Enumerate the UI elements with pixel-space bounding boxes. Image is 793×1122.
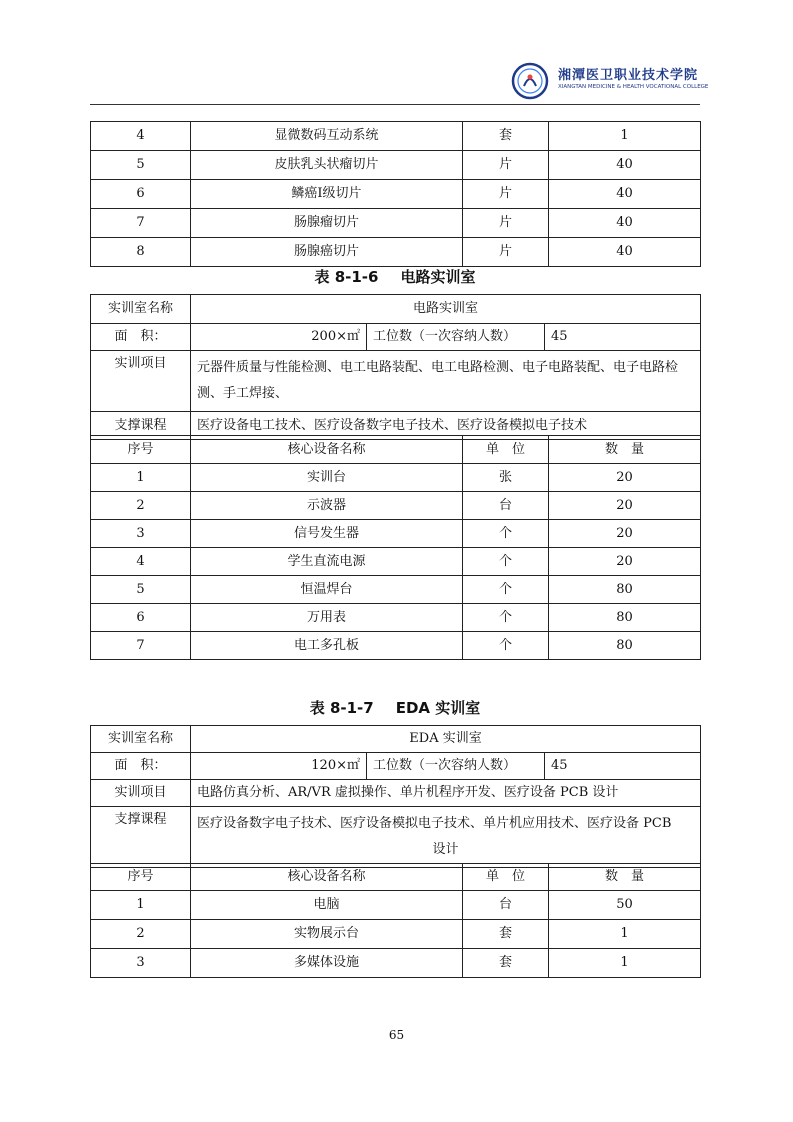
course-value-line1: 医疗设备数字电子技术、医疗设备模拟电子技术、单片机应用技术、医疗设备 PCB [197, 816, 672, 831]
area-label: 面 积： [91, 753, 191, 780]
top-table-body [91, 122, 701, 267]
row-number: 1 [91, 891, 191, 920]
equipment-name: 皮肤乳头状瘤切片 [191, 151, 463, 180]
equipment-name: 示波器 [191, 492, 463, 520]
page-number: 65 [388, 1028, 405, 1042]
area-value [191, 324, 367, 351]
row-number: 3 [91, 520, 191, 548]
row-number: 7 [91, 632, 191, 660]
row-number: 5 [91, 151, 191, 180]
project-label: 实训项目 [91, 351, 191, 412]
table2-caption-number: 表 8-1-7 [309, 699, 374, 717]
table1-equipment [90, 435, 701, 660]
college-logo [510, 62, 709, 100]
row-number: 6 [91, 180, 191, 209]
equipment-name: 肠腺癌切片 [191, 238, 463, 267]
table-row [91, 949, 701, 978]
table-row [91, 632, 701, 660]
quantity: 20 [549, 520, 701, 548]
room-name-value: 电路实训室 [191, 295, 701, 324]
table2-caption [90, 697, 700, 718]
col-header-unit: 单 位 [463, 864, 549, 891]
row-number: 2 [91, 492, 191, 520]
quantity: 1 [549, 949, 701, 978]
area-label: 面 积： [91, 324, 191, 351]
table1-caption-number: 表 8-1-6 [314, 268, 379, 286]
unit: 片 [463, 151, 549, 180]
row-number: 6 [91, 604, 191, 632]
equipment-name: 电脑 [191, 891, 463, 920]
project-value: 元器件质量与性能检测、电工电路装配、电工电路检测、电子电路装配、电子电路检测、手工焊接、 [191, 351, 701, 412]
equipment-name: 肠腺瘤切片 [191, 209, 463, 238]
row-number: 7 [91, 209, 191, 238]
table-row [91, 920, 701, 949]
unit: 个 [463, 548, 549, 576]
quantity: 80 [549, 576, 701, 604]
unit: 个 [463, 604, 549, 632]
unit: 个 [463, 632, 549, 660]
area-value: 120×㎡ [191, 753, 367, 780]
unit: 套 [463, 949, 549, 978]
unit: 片 [463, 238, 549, 267]
area-value-text: 200×㎡ [311, 329, 360, 344]
col-header-qty: 数 量 [549, 864, 701, 891]
quantity: 20 [549, 464, 701, 492]
table1 [90, 294, 701, 440]
equipment-name: 万用表 [191, 604, 463, 632]
college-name-cn: 湘潭医卫职业技术学院 [558, 68, 699, 83]
row-number: 4 [91, 548, 191, 576]
room-name-label: 实训室名称 [91, 295, 191, 324]
equipment-name: 学生直流电源 [191, 548, 463, 576]
table1-caption [90, 266, 700, 287]
equipment-name: 鳞癌Ⅰ级切片 [191, 180, 463, 209]
stations-value: 45 [545, 753, 701, 780]
project-label: 实训项目 [91, 780, 191, 807]
unit: 个 [463, 520, 549, 548]
table-row [91, 209, 701, 238]
equipment-name: 实训台 [191, 464, 463, 492]
table-row [91, 151, 701, 180]
stations-label: 工位数（一次容纳人数） [367, 753, 545, 780]
quantity: 1 [549, 122, 701, 151]
unit: 套 [463, 122, 549, 151]
quantity: 40 [549, 180, 701, 209]
course-label: 支撑课程 [91, 807, 191, 868]
course-label: 支撑课程 [91, 412, 191, 440]
row-number: 4 [91, 122, 191, 151]
equipment-name: 恒温焊台 [191, 576, 463, 604]
table-row [91, 604, 701, 632]
quantity: 40 [549, 151, 701, 180]
row-number: 1 [91, 464, 191, 492]
project-value: 电路仿真分析、AR/VR 虚拟操作、单片机程序开发、医疗设备 PCB 设计 [191, 780, 701, 807]
table2-equipment [90, 863, 701, 978]
course-value [191, 807, 701, 868]
table-row [91, 180, 701, 209]
room-name-label: 实训室名称 [91, 726, 191, 753]
unit: 张 [463, 464, 549, 492]
unit: 台 [463, 891, 549, 920]
col-header-name: 核心设备名称 [191, 864, 463, 891]
quantity: 40 [549, 238, 701, 267]
quantity: 20 [549, 548, 701, 576]
table1-caption-title: 电路实训室 [400, 268, 476, 286]
quantity: 40 [549, 209, 701, 238]
table1-body [91, 464, 701, 660]
col-header-no: 序号 [91, 436, 191, 464]
room-name-value: EDA 实训室 [191, 726, 701, 753]
col-header-qty: 数 量 [549, 436, 701, 464]
stations-label: 工位数（一次容纳人数） [367, 324, 545, 351]
unit: 套 [463, 920, 549, 949]
course-value-line2: 设计 [432, 842, 459, 857]
table-row [91, 492, 701, 520]
unit: 台 [463, 492, 549, 520]
stations-value: 45 [545, 324, 701, 351]
unit: 片 [463, 209, 549, 238]
table-row [91, 238, 701, 267]
col-header-no: 序号 [91, 864, 191, 891]
table-row [91, 576, 701, 604]
page-header [90, 58, 709, 105]
row-number: 3 [91, 949, 191, 978]
col-header-name: 核心设备名称 [191, 436, 463, 464]
equipment-name: 多媒体设施 [191, 949, 463, 978]
table-row [91, 122, 701, 151]
college-emblem-icon [510, 62, 550, 100]
row-number: 8 [91, 238, 191, 267]
row-number: 2 [91, 920, 191, 949]
table2 [90, 725, 701, 868]
col-header-unit: 单 位 [463, 436, 549, 464]
equipment-name: 实物展示台 [191, 920, 463, 949]
equipment-name: 电工多孔板 [191, 632, 463, 660]
table-row [91, 464, 701, 492]
row-number: 5 [91, 576, 191, 604]
equipment-name: 信号发生器 [191, 520, 463, 548]
quantity: 1 [549, 920, 701, 949]
equipment-name: 显微数码互动系统 [191, 122, 463, 151]
unit: 个 [463, 576, 549, 604]
course-value: 医疗设备电工技术、医疗设备数字电子技术、医疗设备模拟电子技术 [191, 412, 701, 440]
unit: 片 [463, 180, 549, 209]
quantity: 20 [549, 492, 701, 520]
table-row [91, 548, 701, 576]
table-row [91, 520, 701, 548]
table-row [91, 891, 701, 920]
quantity: 80 [549, 604, 701, 632]
table2-caption-title: EDA 实训室 [395, 699, 481, 717]
top-equipment-table [90, 121, 701, 267]
table2-body [91, 891, 701, 978]
quantity: 50 [549, 891, 701, 920]
college-name-en: XIANGTAN MEDICINE & HEALTH VOCATIONAL COLLEGE [558, 84, 709, 90]
quantity: 80 [549, 632, 701, 660]
